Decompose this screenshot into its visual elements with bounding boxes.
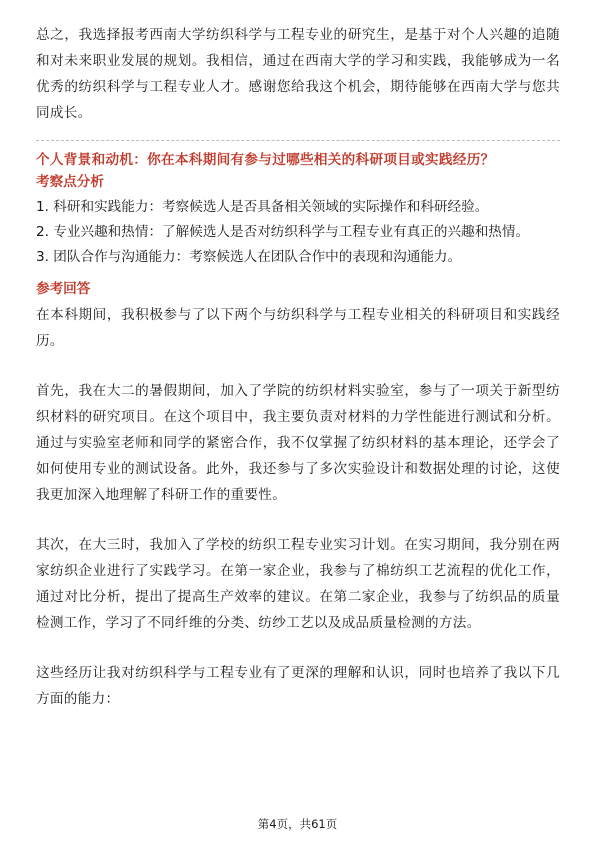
analysis-item: 1. 科研和实践能力：考察候选人是否具备相关领域的实际操作和科研经验。	[36, 199, 489, 215]
page-content	[36, 22, 560, 712]
answer-paragraph: 其次，在大三时，我加入了学校的纺织工程专业实习计划。在实习期间，我分别在两家纺织企业进行了实践学习。在第一家企业，我参与了棉纺织工艺流程的优化工作，通过对比分析，提出了提高生产效率的建议。在第二家企业，我参与了纺织品的质量检测工作，学习了不同纤维的分类、纺纱工艺以及成品质量检测的方法。	[36, 537, 560, 631]
analysis-heading: 考察点分析	[36, 174, 104, 190]
answer-paragraph: 在本科期间，我积极参与了以下两个与纺织科学与工程专业相关的科研项目和实践经历。	[36, 307, 560, 349]
answer-heading: 参考回答	[36, 281, 91, 297]
answer-paragraph: 首先，我在大二的暑假期间，加入了学院的纺织材料实验室，参与了一项关于新型纺织材料的研究项目。在这个项目中，我主要负责对材料的力学性能进行测试和分析。通过与实验室老师和同学的紧密合作，我不仅掌握了纺织材料的基本理论，还学会了如何使用专业的测试设备。此外，我还参与了多次实验设计和数据处理的讨论，这使我更加深入地理解了科研工作的重要性。	[36, 383, 560, 503]
answer-paragraph: 这些经历让我对纺织科学与工程专业有了更深的理解和认识，同时也培养了我以下几方面的能力：	[36, 665, 560, 707]
analysis-item: 3. 团队合作与沟通能力：考察候选人在团队合作中的表现和沟通能力。	[36, 249, 462, 265]
section-divider	[36, 140, 560, 141]
intro-paragraph: 总之，我选择报考西南大学纺织科学与工程专业的研究生，是基于对个人兴趣的追随和对未来职业发展的规划。我相信，通过在西南大学的学习和实践，我能够成为一名优秀的纺织科学与工程专业人才。感谢您给我这个机会，期待能够在西南大学与您共同成长。	[36, 27, 560, 121]
analysis-item: 2. 专业兴趣和热情：了解候选人是否对纺织科学与工程专业有真正的兴趣和热情。	[36, 224, 530, 240]
page-number: 第4页，共61页	[257, 817, 338, 831]
question-title: 个人背景和动机：你在本科期间有参与过哪些相关的科研项目或实践经历？	[36, 152, 495, 168]
